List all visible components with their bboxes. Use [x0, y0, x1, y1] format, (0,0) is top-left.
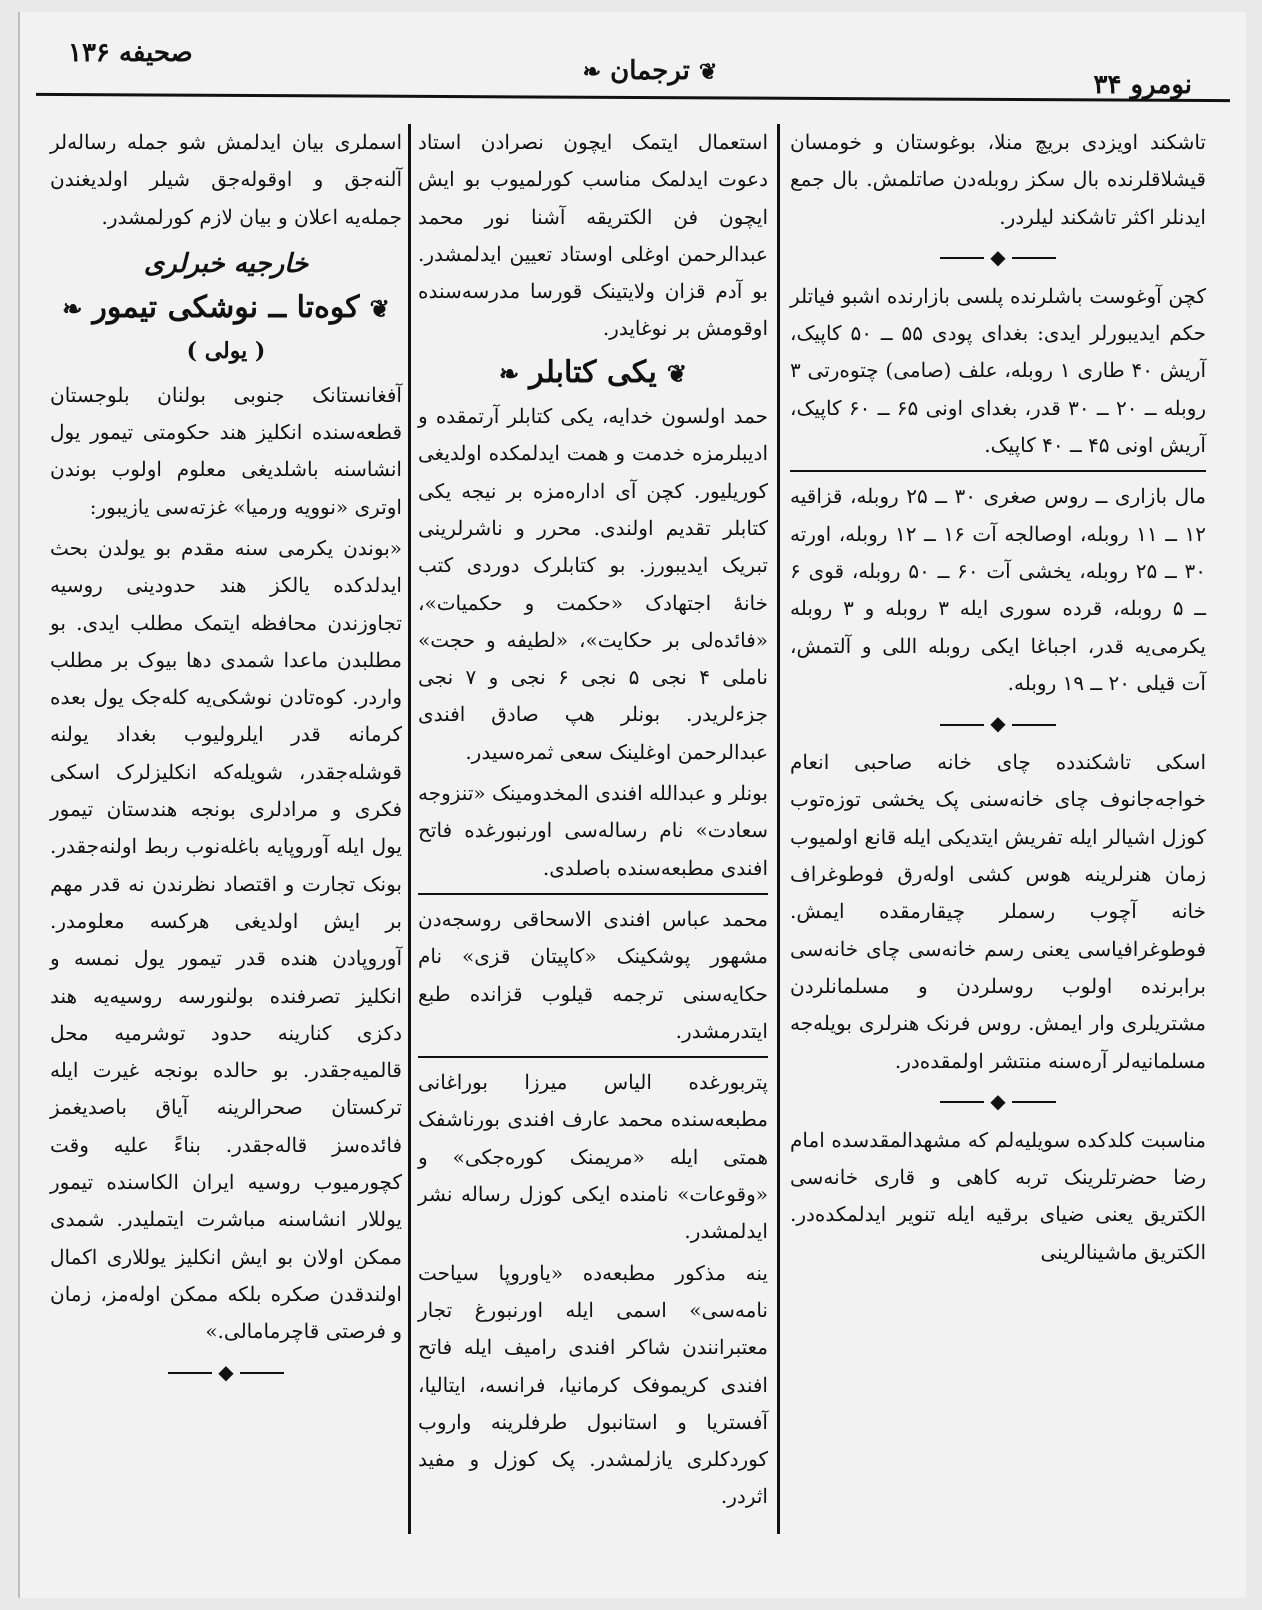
separator-line: [418, 893, 768, 895]
flourish-icon: ❦: [666, 358, 687, 388]
new-books-heading: [418, 354, 768, 392]
foreign-news-title: خارجیه خبرلری: [143, 248, 309, 279]
newspaper-title: [490, 56, 810, 86]
heading-text: کوه‌تا ــ نوشکی تیمور: [92, 290, 360, 326]
heading-text: یکی کتابلر: [529, 354, 657, 390]
article-subheading: ( یولی ): [186, 338, 266, 365]
left-flourish-icon: ❦: [698, 59, 718, 85]
flourish-icon: ❧: [62, 294, 83, 324]
section-divider: ◆: [50, 1357, 402, 1387]
continued-paragraph: اسملری بیان ایدلمش شو جمله رساله‌لر آلنه‌جق و اوقوله‌جق شیلر اولدیغندن جمله‌یه اعلان و بیان لازم کورلمشدر.: [50, 130, 402, 229]
column-right: [790, 124, 1206, 1275]
right-flourish-icon: ❧: [582, 59, 602, 85]
news-paragraph: اسکی تاشکندده چای خانه صاحبی انعام خواجه‌جانوف چای خانه‌سنی پک یخشی توزه‌توب کوزل اشیالر ایله تفریش ایتدیکی ایله قانع اولمیوب زمان هنرلرینه هوس کشی اوله‌رق فوطوغراف خانه آچوب رسملر چیقارمقده ایمش. فوطوغرافیاسی یعنی رسم خانه‌سی چای خانه‌سی برابرنده اولوب روسلردن و مسلمانلردن مشتریلری وار ایمش. روس فرنک هنرلری بویله‌جه مسلمانیه‌لر آره‌سنه منتشر اولمقده‌در.: [790, 750, 1207, 1073]
article-paragraph: «بوندن یکرمی سنه مقدم بو یولدن بحث ایدلدکده یالکز هند حدودینی روسیه تجاوزندن محافظه ایتمک مطلب ایدی. بو مطلبدن ماعدا شمدی دها بیوک بر مطلب واردر. کوه‌تادن نوشکی‌یه کله‌جک یول بعده کرمانه قدر ایلرولیوب بغداد یولنه قوشله‌جقدر، شویله‌که انکلیزلرک اسکی فکری و مرادلری بونجه هندستان تیمور یول ایله آوروپایه باغله‌نوب ربط اولنه‌جقدر. بونک تجارت و اقتصاد نظرندن نه قدر مهم بر ایش اولدیغی هرکسه معلومدر. آوروپادن هندە قدر تیمور یول نمسه و انکلیز تصرفنده بولنورسه روسیه‌یه هند دکزی کنارینه حدود توشرمیه محل قالمیه‌جقدر. بو حالده بونجه غیرت ایله ترکستان صحرالرینه آیاق باصدیغمز فائده‌سز قاله‌جقدر. بناءً علیه وقت کچورمیوب روسیه ایران الکاسنده تیمور یوللار انشاسنه مباشرت ایتملیدر. شمدی ممکن اولان بو ایش انکلیز یوللاری اکمال اولندقدن صکره بلکه ممکن اوله‌مز، زمان و فرصتی قاچرمامالی.»: [50, 535, 402, 1344]
column-left: [50, 124, 402, 1393]
news-paragraph: کچن آوغوست باشلرنده پلسی بازارنده اشبو فیاتلر حکم ایدیبورلر ایدی: بغدای پودی ۵۵ ــ ۵۰ کاپیک، آریش ۴۰ طاری ۱ روبله، علف (صامی) چتوه‌رتی ۳ روبله ــ ۲۰ ــ ۳۰ قدر، بغدای اونی ۶۵ ــ ۶۰ کاپیک، آریش اونی ۴۵ ــ ۴۰ کاپیک.: [790, 283, 1207, 458]
column-divider-right: [777, 124, 780, 1534]
issue-number: نومرو ۳۴: [1093, 70, 1192, 100]
book-paragraph: پتربورغده الیاس میرزا بوراغانی مطبعه‌سنده محمد عارف افندی بورناشفک همتی ایله «مریمنک کوره‌جکی» و «وقوعات» نامنده ایکی کوزل رساله نشر ایدلمشدر.: [418, 1070, 768, 1244]
flourish-icon: ❦: [369, 294, 390, 324]
separator-line: [790, 470, 1206, 472]
column-divider-left: [408, 124, 411, 1534]
section-divider: ◆: [790, 1086, 1206, 1116]
article-paragraph: آفغانستانک جنوبی بولنان بلوجستان قطعه‌سنده انکلیز هند حکومتی تیمور یول انشاسنه باشلدیغی معلوم اولوب بوندن اوتری «نوویه ورمیا» غزته‌سی یازیبور:: [50, 382, 402, 519]
column-middle: [418, 124, 768, 1520]
continued-paragraph: استعمال ایتمک ایچون نصرادن استاد دعوت ایدلمک مناسب کورلمیوب بو ایش ایچون فن الکتریقه آشنا نور محمد عبدالرحمن اوغلی اوستاد تعیین ایدلمشدر. بو آدم قزان ولایتینک قورسا مدرسه‌سنده اوقومش بر نوغایدر.: [418, 130, 768, 341]
news-paragraph: مال بازاری ــ روس صغری ۳۰ ــ ۲۵ روبله، قزاقیه ۱۲ ــ ۱۱ روبله، اوصالجه آت ۱۶ ــ ۱۲ روبله، اورته ۳۰ ــ ۲۵ روبله، یخشی آت ۶۰ ــ ۵۰ روبله، قوی ۶ ــ ۵ روبله، قرده سوری ایله ۳ روبله و ۳ روبله یکرمی‌یه قدر، اجباغا ایکی روبله اللی و آلتمش، آت قیلی ۲۰ ــ ۱۹ روبله.: [790, 484, 1206, 695]
section-divider: ◆: [790, 708, 1206, 738]
book-paragraph: ینه مذکور مطبعه‌ده «یاوروپا سیاحت نامه‌سی» اسمی ایله اورنبورغ تجار معتبرانندن شاکر افندی رامیف ایله فاتح افندی کریموفک کرمانیا، فرانسه، ایتالیا، آفستریا و استانبول طرفلرینه واروب کوردکلری یازلمشدر. پک کوزل و مفید اثردر.: [418, 1260, 768, 1509]
page-number-label: صحیفه ۱۳۶: [68, 38, 193, 68]
book-paragraph: حمد اولسون خدایه، یکی کتابلر آرتمقده و ادیبلرمزه خدمت و همت ایدلمکده اولدیغی کوریلیور. کچن آی ادارەمزه بر نیجه یکی کتابلر تقدیم اولندی. محرر و ناشرلرینی تبریک ایدیبورز. بو کتابلرک دوردی کتب خانهٔ اجتهادک «حکمت و حکمیات»، «فائده‌لی بر حکایت»، «لطیفه و حجت» ناملی ۴ نجی ۵ نجی ۶ نجی و ۷ نجی جزءلریدر. بونلر هپ صادق افندی عبدالرحمن اوغلینک سعی ثمره‌سیدر.: [418, 404, 768, 764]
flourish-icon: ❧: [499, 358, 520, 388]
section-divider: ◆: [790, 242, 1206, 272]
book-paragraph: محمد عباس افندی الاسحاقی روسجه‌دن مشهور پوشکینک «کاپیتان قزی» نام حکایه‌سنی ترجمه قیلوب قزانده طبع ایتدرمشدر.: [418, 906, 768, 1043]
title-text: ترجمان: [610, 56, 690, 86]
book-paragraph: بونلر و عبدالله افندی المخدومینک «تنزوجه سعادت» نام رساله‌سی اورنبورغده فاتح افندی مطبعه‌سنده باصلدی.: [418, 781, 768, 880]
news-paragraph: تاشکند اویزدی بریچ منلا، بوغوستان و خومسان قیشلاقلرنده بال سکز روبله‌دن صاتلمش. بال جمع ایدنلر اکثر تاشکند لیلردر.: [790, 130, 1206, 229]
article-heading: [50, 289, 402, 327]
news-paragraph: مناسبت کلدکده سویلیه‌لم که مشهدالمقدسده امام رضا حضرتلرینک تربه کاهی و قاری خانه‌سی الکتریق یعنی ضیای برقیه ایله تنویر ایدلمکده‌در. الکتریق ماشینالرینی: [790, 1127, 1206, 1264]
separator-line: [418, 1056, 768, 1058]
newspaper-page: [18, 12, 1246, 1598]
